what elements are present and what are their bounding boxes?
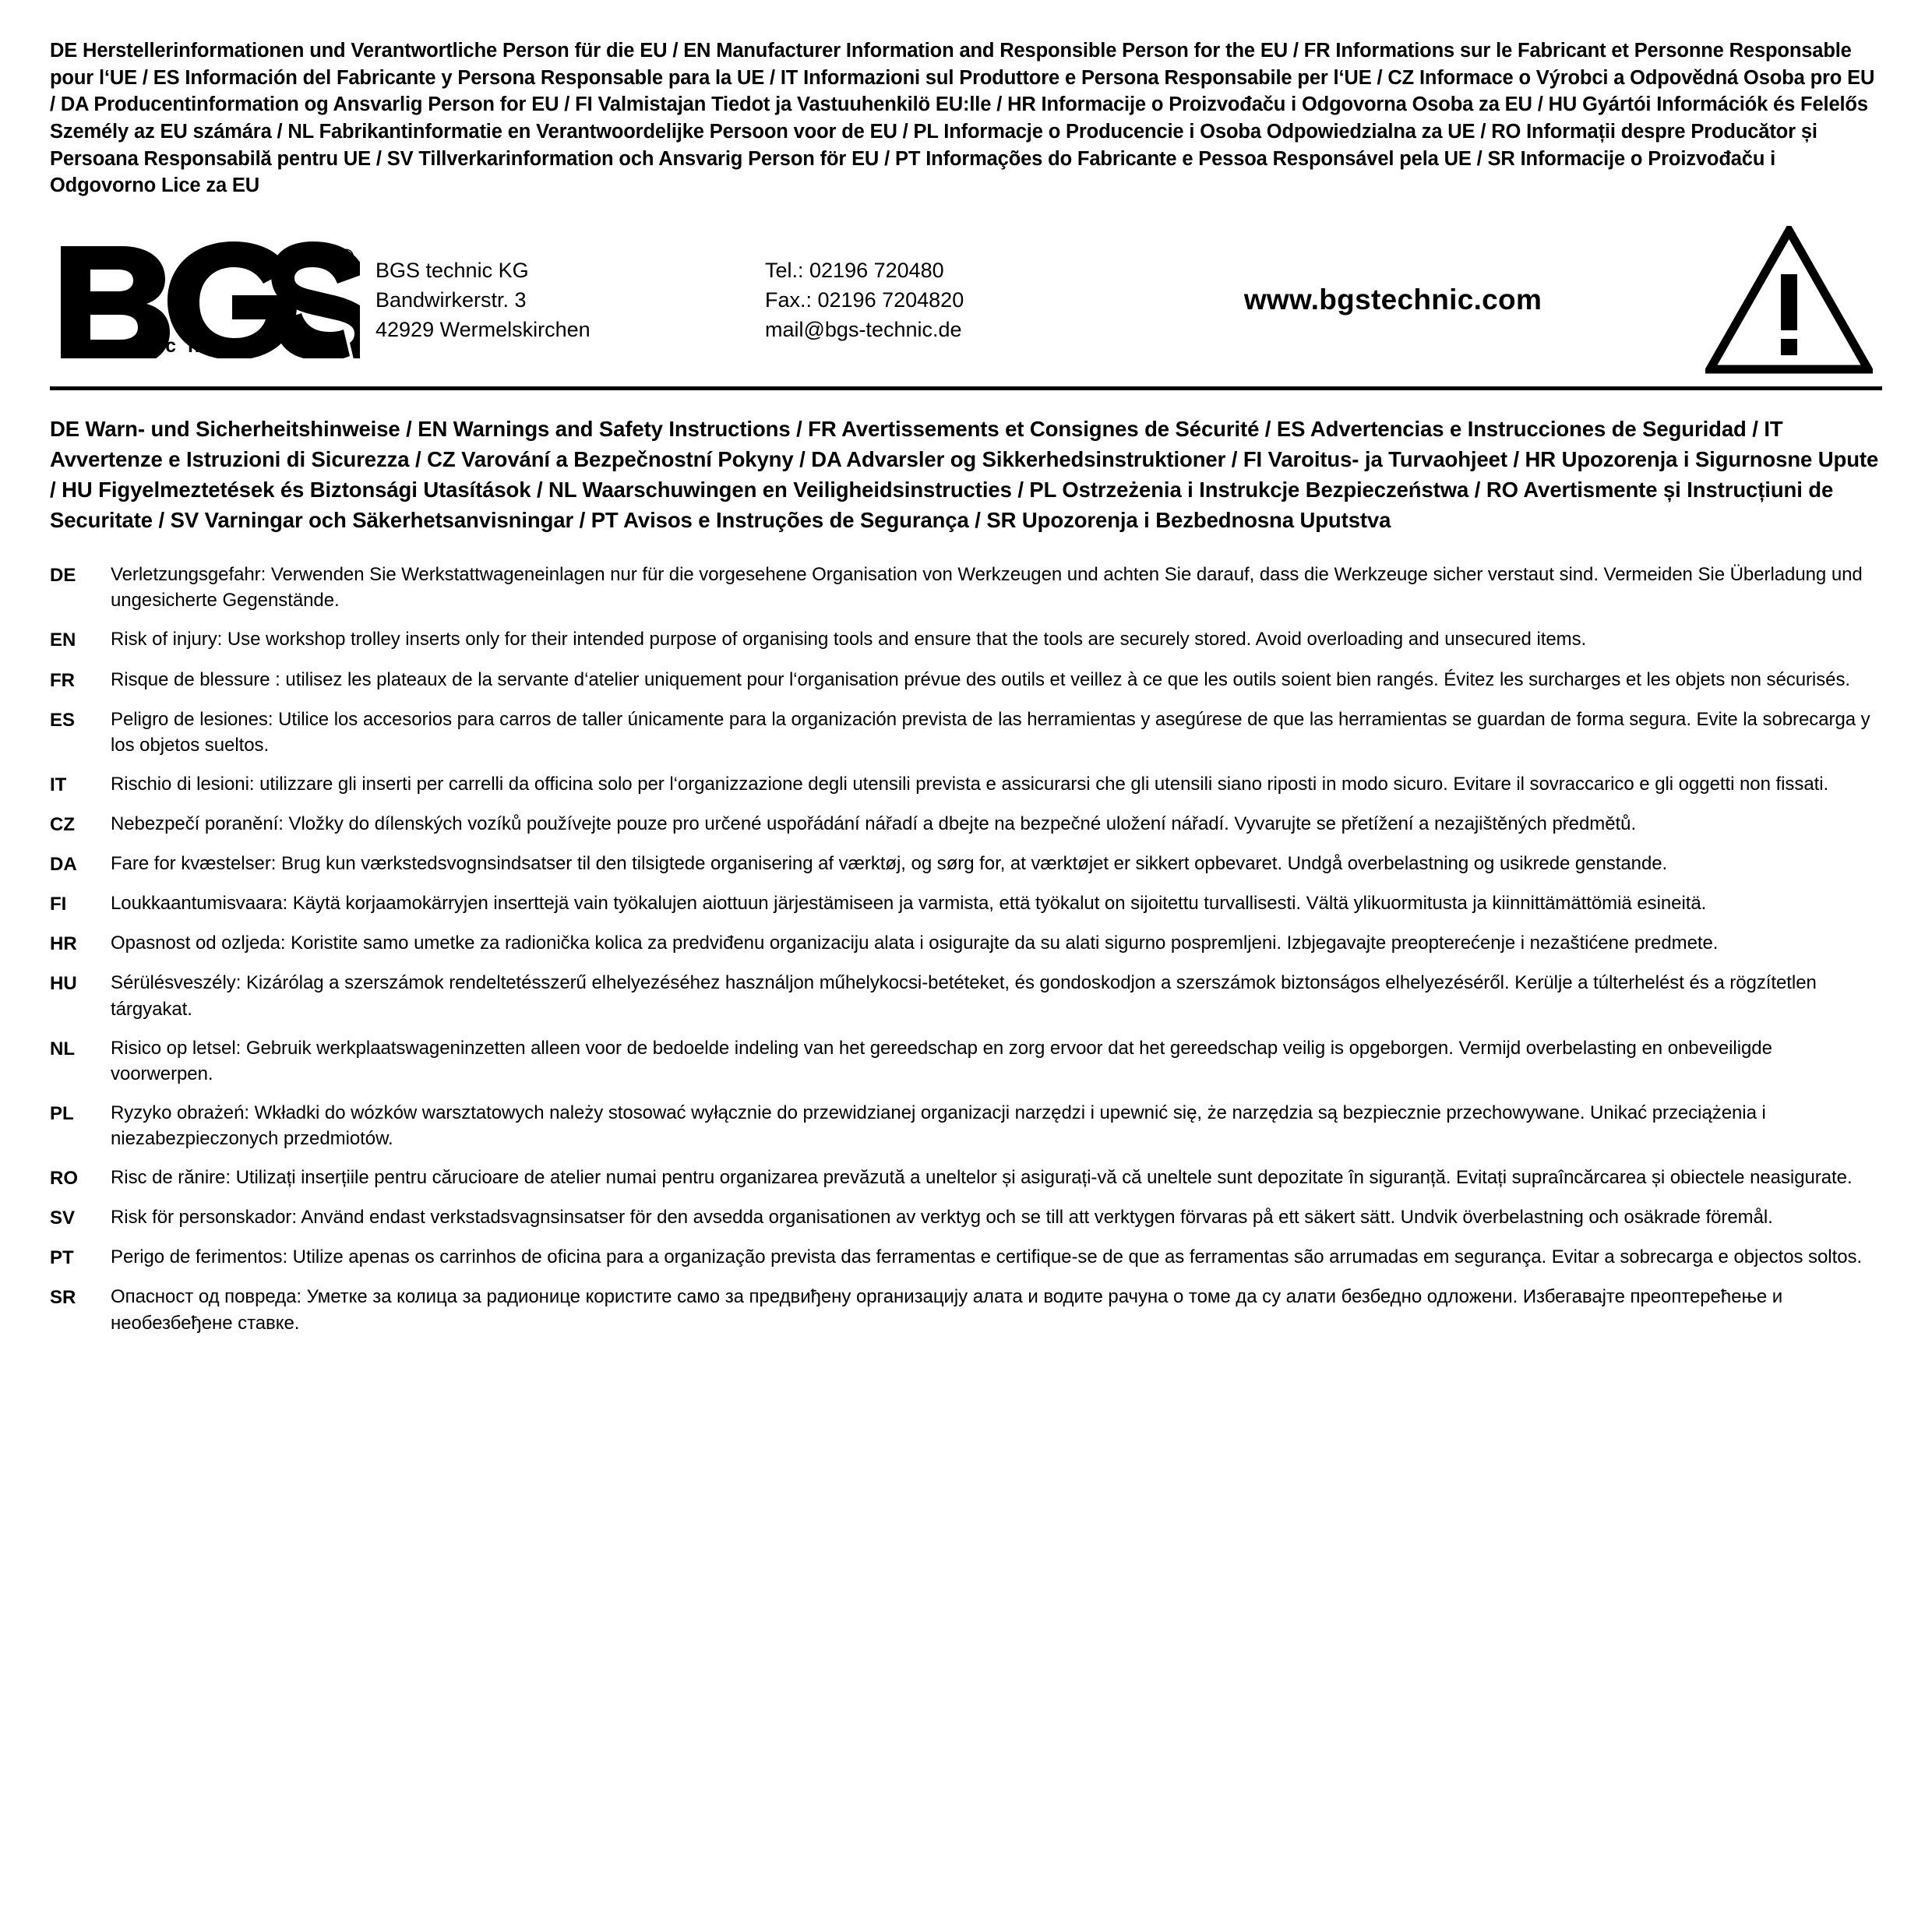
list-item (50, 626, 1881, 653)
list-item (50, 851, 1881, 877)
list-item (50, 1165, 1881, 1191)
language-code: SV (50, 1208, 76, 1229)
language-code: SR (50, 1287, 76, 1309)
language-code: DA (50, 854, 77, 876)
list-item (50, 930, 1881, 957)
language-code: ES (50, 709, 76, 731)
company-telephone: Tel.: 02196 720480 (765, 258, 944, 282)
language-code: NL (50, 1038, 75, 1059)
warning-text: Опасност од повреда: Уметке за колица за радионице користите само за предвиђену организацију алата и водите рачуна о томе да су алати безбедно одложени. Избегавајте преоптерећење и необезбеђене ставке. (111, 1286, 1783, 1334)
warning-text: Fare for kvæstelser: Brug kun værkstedsvognsindsatser til den tilsigtede organisering af værktøj, og sørg for, at værktøjet er sikkert opbevaret. Undgå overbelastning og usikrede genstande. (111, 853, 1668, 875)
header-divider (50, 386, 1882, 390)
list-item (50, 707, 1881, 758)
warning-text: Loukkaantumisvaara: Käytä korjaamokärryjen inserttejä vain työkalujen aiottuun järjestämiseen ja varmista, että työkalut on sijoitettu turvallisesti. Vältä ylikuormitusta ja kiinnittämättömiä esineitä. (111, 893, 1707, 915)
svg-text:t e c h n i c: t e c h n i c (125, 335, 266, 358)
warning-text: Nebezpečí poranění: Vložky do dílenských vozíků používejte pouze pro určené uspořádání nářadí a dbejte na bezpečné uložení nářadí. Vyvarujte se přetížení a nezajištěných předmětů. (111, 813, 1637, 834)
warning-text: Rischio di lesioni: utilizzare gli inserti per carrelli da officina solo per l‘organizzazione degli utensili prevista e assicurarsi che gli utensili siano riposti in modo sicuro. Evitare il sovraccarico e gli oggetti non fissati. (111, 773, 1829, 795)
language-code: PL (50, 1102, 74, 1124)
language-code: RO (50, 1168, 78, 1190)
language-code: EN (50, 629, 76, 651)
warning-text: Perigo de ferimentos: Utilize apenas os carrinhos de oficina para a organização prevista das ferramentas e certifique-se de que as ferramentas são arrumadas em segurança. Evitar a sobrecarga e objectos soltos. (111, 1246, 1863, 1268)
language-code: HU (50, 973, 77, 995)
warning-text: Risk of injury: Use workshop trolley inserts only for their intended purpose of organising tools and ensure that the tools are securely stored. Avoid overloading and unsecured items. (111, 629, 1587, 650)
list-item (50, 562, 1881, 613)
company-street: Bandwirkerstr. 3 (375, 287, 527, 312)
warning-text: Sérülésveszély: Kizárólag a szerszámok rendeltetésszerű elhelyezéséhez használjon műhelykocsi-betéteket, és gondoskodjon a szerszámok biztonságos elhelyezéséről. Kerülje a túlterhelést és a rögzítetlen tárgyakat. (111, 972, 1817, 1020)
language-code: FR (50, 669, 75, 691)
warning-text: Peligro de lesiones: Utilice los accesorios para carros de taller únicamente para la organización prevista de las herramientas y asegúrese de que las herramientas se guardan de forma segura. Evite la sobrecarga y los objetos sueltos. (111, 708, 1870, 756)
company-website[interactable]: www.bgstechnic.com (1243, 284, 1542, 316)
list-item (50, 1204, 1881, 1231)
warning-text: Ryzyko obrażeń: Wkładki do wózków warsztatowych należy stosować wyłącznie do przewidzianej organizacji narzędzi i upewnić się, że narzędzia są bezpiecznie przechowywane. Unikać przeciążenia i niezabezpieczonych przedmiotów. (111, 1102, 1766, 1149)
list-item (50, 667, 1881, 693)
warning-text: Verletzungsgefahr: Verwenden Sie Werkstattwageneinlagen nur für die vorgesehene Organisation von Werkzeugen und achten Sie darauf, dass die Werkzeuge sicher verstaut sind. Vermeiden Sie Überladung und ungesicherte Gegenstände. (111, 564, 1863, 612)
warning-text: Risc de rănire: Utilizați inserțiile pentru cărucioare de atelier numai pentru organizarea prevăzută a uneltelor și asigurați-vă că uneltele sunt depozitate în siguranță. Evitați supraîncărcarea și obiectele neasigurate. (111, 1167, 1853, 1189)
warning-triangle (1701, 226, 1881, 374)
list-item (50, 1284, 1881, 1335)
company-city: 42929 Wermelskirchen (375, 318, 591, 342)
warning-text: Risque de blessure : utilisez les plateaux de la servante d‘atelier uniquement pour l‘organisation prévue des outils et veillez à ce que les outils soient bien rangés. Évitez les surcharges et les objets non sécurisés. (111, 668, 1851, 690)
language-code: IT (50, 774, 67, 795)
language-code: HR (50, 933, 77, 955)
list-item (50, 771, 1881, 798)
language-code: FI (50, 894, 67, 915)
bgs-logo-icon (56, 242, 360, 358)
manufacturer-info-heading: DE Herstellerinformationen und Verantwortliche Person für die EU / EN Manufacturer Information and Responsible Person for the EU / FR Informations sur le Fabricant et Personne Responsable pour l‘UE / ES Información del Fabricante y Persona Responsable para la UE / IT Informazioni sul Produttore e Persona Responsabile per l‘UE / CZ Informace o Výrobci a Odpovědná Osoba pro EU / DA Producentinformation og Ansvarlig Person for EU / FI Valmistajan Tiedot ja Vastuuhenkilö EU:lle / HR Informacije o Proizvođaču i Odgovorna Osoba za EU / HU Gyártói Információk és Felelős Személy az EU számára / NL Fabrikantinformatie en Verantwoordelijke Persoon voor de EU / PL Informacje o Producencie i Osoba Odpowiedzialna za UE / RO Informații despre Producător și Persoana Responsabilă pentru UE / SV Tillverkarinformation och Ansvarig Person för EU / PT Informações do Fabricante e Pessoa Responsável pela UE / SR Informacije o Proizvođaču i Odgovorno Lice za EU (50, 40, 1875, 197)
language-code: DE (50, 565, 76, 587)
company-email[interactable]: mail@bgs-technic.de (765, 318, 962, 342)
list-item (50, 1035, 1881, 1087)
company-name: BGS technic KG (375, 258, 529, 282)
warnings-heading: DE Warn- und Sicherheitshinweise / EN Warnings and Safety Instructions / FR Avertissements et Consignes de Sécurité / ES Advertencias e Instrucciones de Seguridad / IT Avvertenze e Istruzioni di Sicurezza / CZ Varování a Bezpečnostní Pokyny / DA Advarsler og Sikkerhedsinstruktioner / FI Varoitus- ja Turvaohjeet / HR Upozorenja i Sigurnosne Upute / HU Figyelmeztetések és Biztonsági Utasítások / NL Waarschuwingen en Veiligheidsinstructies / PL Ostrzeżenia i Instrukcje Bezpieczeństwa / RO Avertismente și Instrucțiuni de Securitate / SV Varningar och Säkerhetsanvisningar / PT Avisos e Instruções de Segurança / SR Upozorenja i Bezbednosna Uputstva (50, 417, 1879, 533)
warning-text: Risico op letsel: Gebruik werkplaatswageninzetten alleen voor de bedoelde indeling van het gereedschap en zorg ervoor dat het gereedschap veilig is opgeborgen. Vermijd overbelasting en onbeveiligde voorwerpen. (111, 1037, 1772, 1084)
list-item (50, 1244, 1881, 1271)
list-item (50, 970, 1881, 1021)
warnings-list (44, 562, 1888, 1335)
list-item (50, 1100, 1881, 1151)
company-address (368, 256, 765, 345)
language-code: PT (50, 1247, 74, 1269)
language-code: CZ (50, 813, 75, 835)
company-info-block (44, 220, 1888, 382)
warning-triangle-icon (1705, 226, 1873, 374)
bgs-logo (51, 242, 368, 358)
warning-text: Risk för personskador: Använd endast verkstadsvagnsinsatser för den avsedda organisationen av verktyg och se till att verktygen förvaras på ett säkert sätt. Undvik överbelastning och osäkrade föremål. (111, 1207, 1773, 1229)
list-item (50, 890, 1881, 917)
company-fax: Fax.: 02196 7204820 (765, 287, 964, 312)
list-item (50, 811, 1881, 837)
warning-text: Opasnost od ozljeda: Koristite samo umetke za radionička kolica za predviđenu organizaciju alata i osigurajte da su alati sigurno pospremljeni. Izbjegavajte preopterećenje i nezaštićene predmete. (111, 933, 1719, 954)
company-contact (765, 256, 1108, 345)
svg-text:®: ® (339, 245, 354, 269)
